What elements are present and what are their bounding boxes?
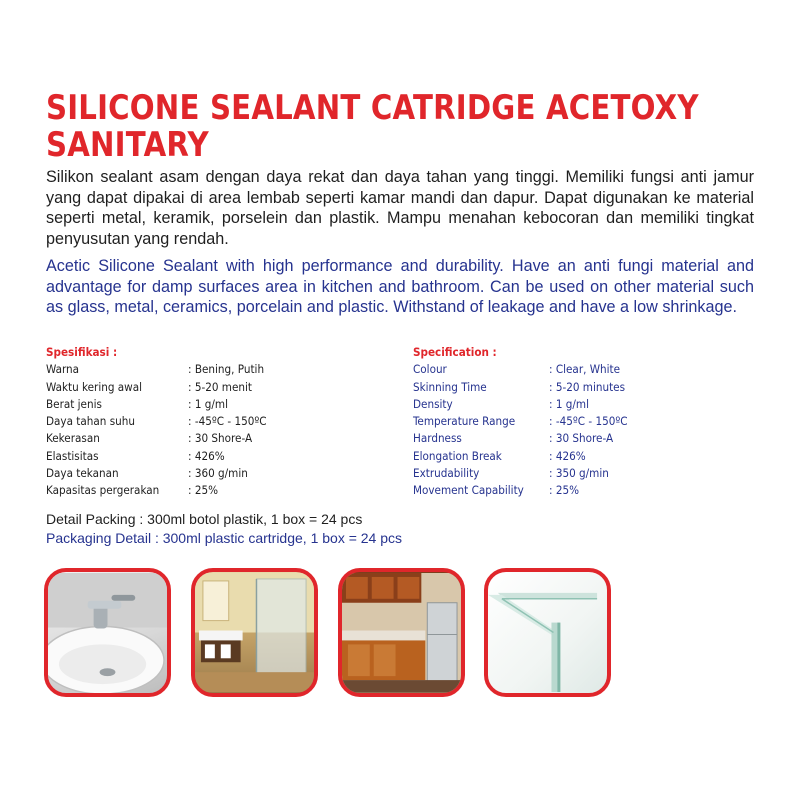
spec-value: : 25% bbox=[188, 483, 219, 498]
spec-row bbox=[413, 430, 628, 447]
spec-row bbox=[46, 361, 267, 378]
spec-label: Elongation Break bbox=[413, 448, 502, 463]
spec-value: : Clear, White bbox=[549, 362, 621, 377]
spec-row bbox=[413, 379, 628, 396]
spec-value: : -45ºC - 150ºC bbox=[188, 414, 267, 429]
spec-row bbox=[46, 430, 267, 447]
spec-label: Extrudability bbox=[413, 466, 480, 481]
spec-label: Berat jenis bbox=[46, 396, 102, 411]
spec-row bbox=[413, 413, 628, 430]
spec-value: : 5-20 minutes bbox=[549, 379, 626, 394]
bathroom-photo bbox=[191, 568, 318, 697]
spec-label: Kapasitas pergerakan bbox=[46, 483, 160, 498]
sink-photo bbox=[44, 568, 171, 697]
spec-value: : 426% bbox=[549, 448, 586, 463]
glass-icon bbox=[488, 572, 607, 693]
spec-row bbox=[46, 465, 267, 482]
spec-row bbox=[46, 379, 267, 396]
spec-row bbox=[46, 396, 267, 413]
spec-value: : 5-20 menit bbox=[188, 379, 252, 394]
spec-table-indonesian bbox=[46, 344, 267, 500]
spec-label: Daya tahan suhu bbox=[46, 414, 135, 429]
spec-heading: Specification : bbox=[413, 345, 497, 359]
packing-detail-english: Packaging Detail : 300ml plastic cartridge, 1 box = 24 pcs bbox=[46, 530, 403, 546]
glass-photo bbox=[484, 568, 611, 697]
spec-label: Kekerasan bbox=[46, 431, 100, 446]
spec-value: : 1 g/ml bbox=[549, 396, 589, 411]
spec-value: : 25% bbox=[549, 483, 580, 498]
spec-row bbox=[413, 448, 628, 465]
bathroom-icon bbox=[195, 572, 314, 693]
spec-label: Temperature Range bbox=[413, 414, 516, 429]
spec-label: Waktu kering awal bbox=[46, 379, 143, 394]
spec-value: : 426% bbox=[188, 448, 225, 463]
description-indonesian: Silikon sealant asam dengan daya rekat dan daya tahan yang tinggi. Memiliki fungsi anti jamur yang dapat dipakai di area lembab seperti kamar mandi dan dapur. Dapat digunakan ke material seperti metal, keramik, porselein dan plastik. Mampu menahan kebocoran dan memiliki tingkat penyusutan yang rendah. bbox=[46, 168, 754, 248]
spec-label: Skinning Time bbox=[413, 379, 487, 394]
sink-icon bbox=[48, 572, 167, 693]
spec-label: Movement Capability bbox=[413, 483, 524, 498]
spec-row bbox=[413, 482, 628, 499]
spec-label: Warna bbox=[46, 362, 80, 377]
spec-value: : Bening, Putih bbox=[188, 362, 265, 377]
spec-row bbox=[413, 465, 628, 482]
spec-value: : 30 Shore-A bbox=[188, 431, 253, 446]
description-english: Acetic Silicone Sealant with high performance and durability. Have an anti fungi material and advantage for damp surfaces area in kitchen and bathroom. Can be used on other material such as glass, metal, ceramics, porcelain and plastic. Withstand of leakage and have a low shrinkage. bbox=[46, 257, 754, 316]
page-title: SILICONE SEALANT CATRIDGE ACETOXY SANITARY bbox=[46, 88, 699, 165]
spec-row bbox=[413, 361, 628, 378]
spec-value: : 1 g/ml bbox=[188, 396, 228, 411]
spec-row bbox=[46, 482, 267, 499]
spec-row bbox=[413, 396, 628, 413]
packing-detail-indonesian: Detail Packing : 300ml botol plastik, 1 box = 24 pcs bbox=[46, 511, 363, 527]
spec-value: : -45ºC - 150ºC bbox=[549, 414, 628, 429]
spec-label: Density bbox=[413, 396, 453, 411]
spec-heading: Spesifikasi : bbox=[46, 345, 118, 359]
spec-value: : 350 g/min bbox=[549, 466, 609, 481]
spec-value: : 360 g/min bbox=[188, 466, 248, 481]
spec-label: Daya tekanan bbox=[46, 466, 119, 481]
spec-label: Hardness bbox=[413, 431, 462, 446]
spec-row bbox=[46, 413, 267, 430]
spec-value: : 30 Shore-A bbox=[549, 431, 614, 446]
spec-label: Elastisitas bbox=[46, 448, 99, 463]
kitchen-icon bbox=[342, 572, 461, 693]
spec-label: Colour bbox=[413, 362, 447, 377]
spec-table-english bbox=[413, 344, 628, 500]
spec-row bbox=[46, 448, 267, 465]
kitchen-photo bbox=[338, 568, 465, 697]
